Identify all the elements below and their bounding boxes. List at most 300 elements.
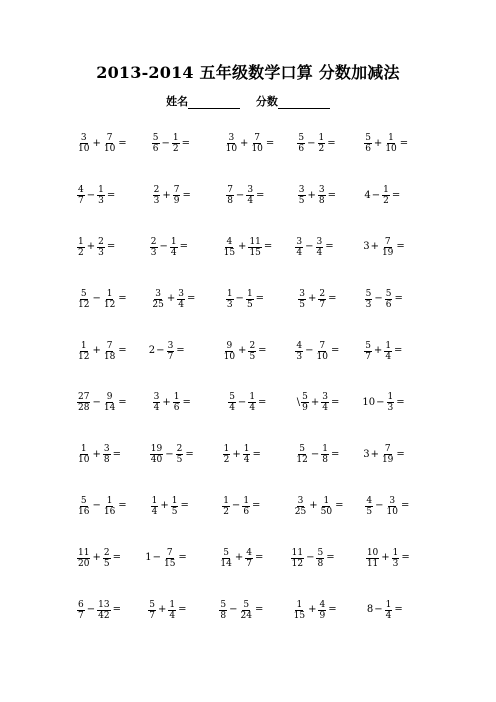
fraction [295, 341, 303, 362]
problem [278, 584, 351, 636]
problem [66, 118, 139, 170]
numerator: 27 [78, 392, 90, 403]
denominator: 6 [152, 144, 159, 155]
numerator: 1 [387, 392, 394, 403]
denominator: 3 [98, 196, 104, 207]
operator: − [229, 604, 238, 616]
denominator: 4 [153, 403, 160, 414]
operator: − [376, 396, 385, 408]
numerator: 1 [173, 392, 180, 403]
numerator: 1 [318, 133, 325, 144]
problem [206, 532, 279, 584]
numerator: 4 [296, 340, 303, 351]
numerator: 2 [103, 547, 110, 558]
numerator: 3 [316, 236, 323, 247]
operator: + [381, 552, 390, 564]
equals-sign: = [112, 448, 121, 460]
problem [137, 532, 206, 584]
operator: + [162, 396, 171, 408]
numerator: 7 [384, 444, 391, 455]
numerator: 1 [223, 495, 229, 506]
denominator: 6 [365, 144, 371, 155]
denominator: 4 [296, 247, 303, 258]
problem [66, 429, 139, 481]
fraction [248, 341, 256, 362]
fraction [77, 341, 90, 362]
equals-sign: = [328, 293, 337, 305]
denominator: 4 [322, 403, 329, 414]
equals-sign: = [391, 189, 401, 201]
denominator: 2 [223, 506, 229, 517]
problem [66, 170, 138, 222]
fraction [318, 185, 326, 206]
fraction [385, 600, 393, 621]
numerator: 1 [323, 495, 330, 506]
whole-number: 3 [363, 241, 370, 253]
denominator: 8 [220, 610, 227, 621]
problem [213, 273, 287, 325]
operator: − [305, 241, 314, 253]
equals-sign: = [394, 604, 403, 616]
denominator: 10 [251, 144, 263, 155]
equals-sign: = [179, 241, 189, 253]
numerator: 3 [178, 288, 184, 299]
fraction [222, 496, 230, 517]
fraction [173, 392, 181, 413]
denominator: 28 [78, 403, 90, 414]
denominator: 12 [291, 558, 304, 569]
problem [284, 429, 357, 481]
operator: + [92, 137, 101, 149]
problem [284, 222, 357, 274]
denominator: 9 [319, 610, 326, 621]
problem [284, 325, 357, 377]
fraction [103, 289, 116, 310]
numerator: 11 [291, 547, 304, 558]
problem [139, 429, 212, 481]
fraction [103, 548, 111, 569]
equals-sign: = [394, 293, 403, 305]
denominator: 5 [366, 506, 373, 517]
operator: + [234, 552, 244, 564]
operator: + [310, 396, 320, 408]
numerator: 1 [243, 444, 250, 455]
fraction [246, 185, 254, 206]
fraction [77, 444, 90, 465]
denominator: 9 [173, 196, 180, 207]
denominator: 14 [103, 403, 116, 414]
denominator: 9 [302, 403, 308, 414]
operator: − [375, 500, 384, 512]
denominator: 5 [249, 351, 256, 362]
problem [66, 481, 138, 533]
operator: − [371, 189, 381, 201]
numerator: 13 [98, 599, 110, 610]
fraction [385, 289, 393, 310]
denominator: 10 [223, 351, 236, 362]
numerator: 3 [322, 392, 329, 403]
numerator: 19 [150, 444, 163, 455]
numerator: 3 [155, 288, 161, 299]
denominator: 19 [381, 247, 394, 258]
equals-sign: = [118, 293, 127, 305]
equals-sign: = [396, 448, 405, 460]
equals-sign: = [327, 189, 337, 201]
denominator: 4 [151, 506, 158, 517]
denominator: 5 [176, 455, 183, 466]
numerator: 1 [296, 599, 303, 610]
score-blank[interactable] [278, 97, 330, 109]
worksheet-title: 2013-2014 五年级数学口算 分数加减法 [96, 63, 400, 82]
numerator: 3 [153, 392, 160, 403]
fraction [382, 185, 390, 206]
fraction [321, 444, 329, 465]
problem [138, 170, 214, 222]
fraction [103, 496, 116, 517]
denominator: 12 [78, 351, 90, 362]
numerator: 3 [318, 185, 325, 196]
denominator: 3 [365, 299, 372, 310]
fraction [242, 496, 250, 517]
fraction [386, 496, 399, 517]
numerator: 1 [385, 340, 392, 351]
denominator: 10 [78, 455, 90, 466]
problem [214, 118, 287, 170]
fraction [103, 133, 116, 154]
denominator: 20 [78, 558, 90, 569]
denominator: 2 [78, 247, 84, 258]
denominator: 5 [246, 299, 253, 310]
fraction [153, 392, 161, 413]
numerator: 5 [149, 599, 155, 610]
problem [138, 481, 212, 533]
fraction [301, 392, 309, 413]
denominator: 4 [385, 351, 392, 362]
fraction [77, 237, 85, 258]
equals-sign: = [178, 552, 187, 564]
equals-sign: = [186, 293, 196, 305]
operator: − [374, 293, 383, 305]
denominator: 7 [365, 351, 371, 362]
equals-sign: = [180, 500, 189, 512]
problem [212, 429, 285, 481]
denominator: 3 [392, 558, 399, 569]
fraction [168, 600, 176, 621]
denominator: 42 [98, 610, 110, 621]
denominator: 15 [249, 247, 261, 258]
operator: − [92, 293, 101, 305]
numerator: 1 [106, 288, 113, 299]
fraction [384, 133, 397, 154]
problem [211, 481, 283, 533]
denominator: 25 [294, 506, 307, 517]
denominator: 24 [240, 610, 252, 621]
numerator: 5 [365, 340, 371, 351]
equals-sign: = [106, 241, 116, 253]
numerator: 3 [389, 495, 396, 506]
numerator: 1 [169, 599, 176, 610]
fraction [321, 392, 329, 413]
numerator: 3 [247, 185, 254, 196]
operator: − [306, 552, 315, 564]
numerator: 1 [383, 185, 389, 196]
numerator: 5 [298, 133, 305, 144]
numerator: 5 [385, 288, 392, 299]
operator: − [235, 293, 244, 305]
denominator: 10 [386, 506, 398, 517]
problem-row [66, 222, 426, 274]
numerator: 7 [106, 133, 113, 144]
equals-sign: = [335, 500, 344, 512]
equals-sign: = [326, 552, 335, 564]
whole-number: 10 [362, 396, 376, 408]
fraction [225, 133, 238, 154]
numerator: 7 [227, 185, 233, 196]
fraction [318, 133, 326, 154]
fraction [77, 133, 90, 154]
numerator: 1 [78, 236, 84, 247]
problem [359, 118, 426, 170]
equals-sign: = [394, 345, 403, 357]
fraction [295, 444, 308, 465]
equals-sign: = [178, 604, 187, 616]
numerator: 7 [166, 547, 173, 558]
denominator: 3 [150, 247, 157, 258]
fraction [318, 600, 326, 621]
denominator: 2 [318, 144, 325, 155]
numerator: 5 [365, 133, 371, 144]
equals-sign: = [255, 293, 265, 305]
denominator: 11 [366, 558, 379, 569]
denominator: 40 [150, 455, 163, 466]
operator: − [161, 137, 170, 149]
denominator: 5 [298, 196, 305, 207]
fraction [151, 289, 164, 310]
numerator: 1 [98, 185, 104, 196]
numerator: 3 [297, 495, 304, 506]
problem-row [66, 273, 426, 325]
denominator: 5 [299, 299, 305, 310]
fraction [291, 548, 304, 569]
operator: + [92, 345, 101, 357]
fraction [366, 548, 379, 569]
problem [66, 222, 139, 274]
equals-sign: = [258, 345, 267, 357]
operator: + [309, 500, 318, 512]
problem [66, 273, 138, 325]
fraction [173, 185, 181, 206]
numerator: 3 [80, 133, 87, 144]
operator: + [370, 448, 379, 460]
denominator: 8 [322, 455, 328, 466]
numerator: 3 [228, 133, 235, 144]
numerator: 3 [167, 340, 174, 351]
numerator: 2 [249, 340, 256, 351]
numerator: 5 [152, 133, 159, 144]
denominator: 4 [249, 403, 256, 414]
numerator: 1 [170, 236, 177, 247]
fraction [246, 289, 254, 310]
fraction [77, 392, 90, 413]
numerator: 2 [150, 236, 157, 247]
denominator: 5 [171, 506, 178, 517]
fraction [153, 185, 161, 206]
problem-row [66, 118, 426, 170]
problem [287, 273, 359, 325]
numerator: 5 [80, 495, 87, 506]
problem [357, 429, 426, 481]
denominator: 3 [296, 351, 303, 362]
fraction [97, 185, 105, 206]
fraction [148, 600, 156, 621]
fraction [297, 133, 305, 154]
denominator: 15 [163, 558, 176, 569]
problem [280, 532, 351, 584]
fraction [364, 341, 372, 362]
denominator: 16 [78, 506, 90, 517]
equals-sign: = [265, 137, 275, 149]
numerator: 3 [299, 288, 305, 299]
equals-sign: = [399, 137, 409, 149]
numerator: 6 [78, 599, 84, 610]
denominator: 14 [220, 558, 232, 569]
fraction [226, 289, 234, 310]
fraction [381, 444, 394, 465]
problem-row [66, 481, 426, 533]
equals-sign: = [118, 500, 127, 512]
problem [283, 481, 355, 533]
denominator: 6 [298, 144, 305, 155]
problem [354, 481, 426, 533]
equals-sign: = [252, 500, 261, 512]
numerator: 7 [106, 340, 113, 351]
problem [360, 273, 426, 325]
equals-sign: = [263, 241, 273, 253]
numerator: 7 [384, 236, 391, 247]
operator: + [166, 293, 176, 305]
operator: − [86, 604, 96, 616]
fraction [163, 548, 176, 569]
denominator: 7 [246, 558, 252, 569]
equals-sign: = [258, 396, 267, 408]
denominator: 8 [227, 196, 233, 207]
operator: − [92, 500, 101, 512]
denominator: 6 [385, 299, 392, 310]
fraction [177, 289, 185, 310]
numerator: 2 [176, 444, 183, 455]
equals-sign: = [256, 189, 265, 201]
numerator: 9 [226, 340, 233, 351]
equals-sign: = [330, 448, 340, 460]
fraction [364, 133, 372, 154]
denominator: 7 [78, 610, 84, 621]
denominator: 4 [385, 610, 392, 621]
denominator: 12 [103, 299, 116, 310]
numerator: 1 [246, 288, 253, 299]
numerator: 10 [366, 547, 379, 558]
equals-sign: = [176, 345, 185, 357]
numerator: 1 [243, 495, 250, 506]
denominator: 15 [223, 247, 236, 258]
numerator: 1 [171, 495, 178, 506]
denominator: 19 [381, 455, 394, 466]
numerator: 11 [78, 547, 90, 558]
operator: + [162, 189, 171, 201]
denominator: 6 [173, 403, 180, 414]
fraction [150, 237, 158, 258]
fraction [248, 392, 256, 413]
fraction [228, 392, 236, 413]
operator: − [374, 604, 383, 616]
problem [351, 532, 426, 584]
denominator: 4 [243, 455, 250, 466]
denominator: 4 [170, 247, 177, 258]
numerator: 4 [246, 547, 252, 558]
problem-row [66, 584, 426, 636]
equals-sign: = [185, 448, 194, 460]
denominator: 25 [152, 299, 164, 310]
operator: − [156, 345, 165, 357]
denominator: 10 [316, 351, 328, 362]
fraction [365, 289, 373, 310]
numerator: 1 [151, 495, 158, 506]
fraction [316, 237, 324, 258]
denominator: 7 [149, 610, 155, 621]
numerator: 5 [317, 547, 324, 558]
numerator: 4 [366, 495, 373, 506]
fraction [294, 496, 307, 517]
numerator: 1 [322, 444, 328, 455]
fraction [97, 237, 105, 258]
equals-sign: = [254, 552, 264, 564]
numerator: 3 [298, 185, 305, 196]
denominator: 2 [172, 144, 179, 155]
fraction [77, 600, 85, 621]
operator: − [86, 189, 96, 201]
fraction [298, 289, 306, 310]
fraction [240, 600, 253, 621]
problem [139, 325, 212, 377]
equals-sign: = [181, 137, 191, 149]
numerator: 1 [226, 288, 233, 299]
fraction [316, 548, 324, 569]
equals-sign: = [112, 604, 121, 616]
fraction [151, 496, 159, 517]
denominator: 50 [320, 506, 333, 517]
operator: − [310, 448, 320, 460]
name-blank[interactable] [188, 97, 240, 109]
numerator: 5 [80, 288, 87, 299]
problem-row [66, 170, 426, 222]
problem-row [66, 532, 426, 584]
numerator: 5 [365, 288, 372, 299]
numerator: 5 [243, 599, 250, 610]
equals-sign: = [182, 396, 191, 408]
fraction [77, 289, 90, 310]
fraction [298, 185, 306, 206]
numerator: 1 [80, 444, 87, 455]
student-info-line [0, 93, 496, 109]
operator: + [373, 345, 383, 357]
numerator: 9 [106, 392, 113, 403]
fraction [219, 600, 227, 621]
denominator: 10 [103, 144, 116, 155]
problem [66, 584, 135, 636]
fraction [103, 341, 116, 362]
problem [212, 222, 285, 274]
problem [66, 377, 140, 429]
numerator: 1 [223, 444, 230, 455]
